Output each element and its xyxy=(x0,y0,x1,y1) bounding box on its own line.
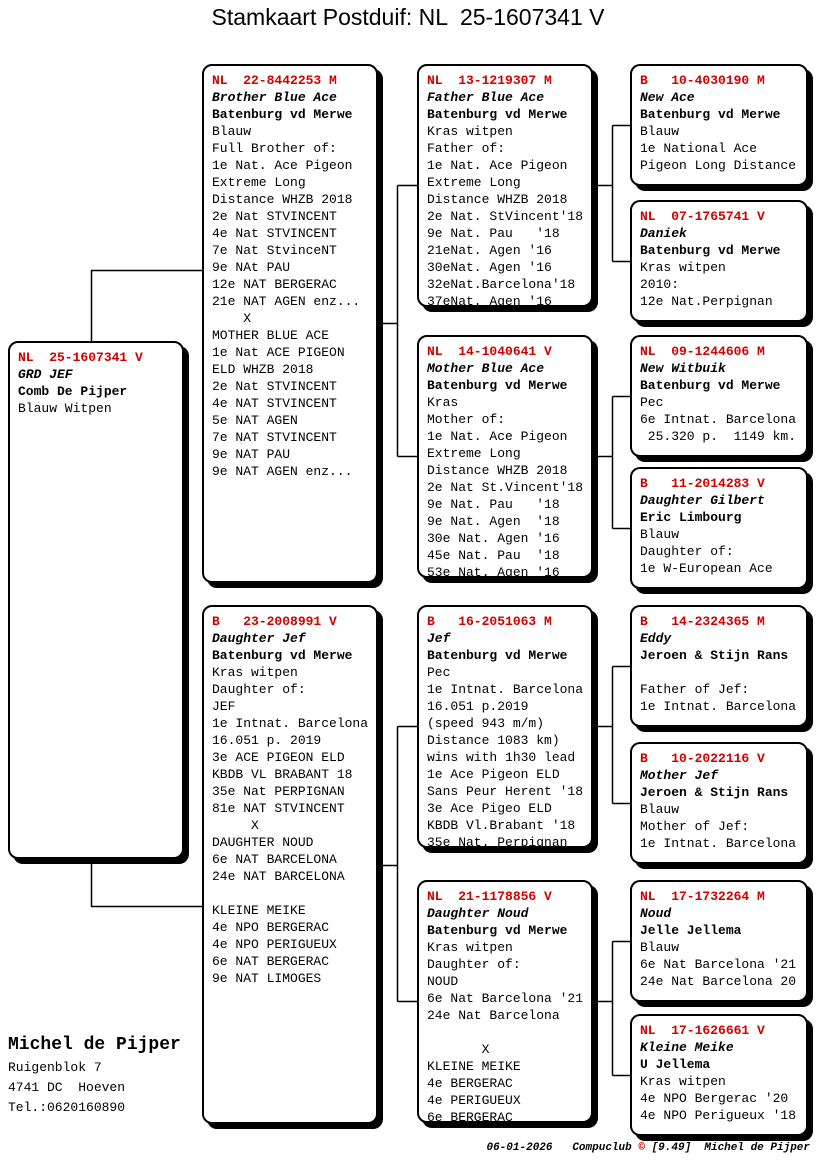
pedigree-line: 2e Nat St.Vincent'18 xyxy=(427,480,584,495)
pigeon-owner: Jelle Jellema xyxy=(640,923,742,938)
pedigree-line: 35e Nat PERPIGNAN xyxy=(212,784,345,799)
ring-number: NL 21-1178856 V xyxy=(427,889,552,904)
page-title: Stamkaart Postduif: NL 25-1607341 V xyxy=(211,4,605,30)
connector-gp2-to-ggp xyxy=(593,397,630,529)
pedigree-line: NOUD xyxy=(427,974,459,989)
pedigree-line: Blauw xyxy=(640,802,680,817)
pigeon-owner: Eric Limbourg xyxy=(640,510,742,525)
pedigree-line: 9e Nat. Pau '18 xyxy=(427,226,560,241)
pedigree-line: 1e Ace Pigeon ELD xyxy=(427,767,560,782)
pigeon-details xyxy=(640,1073,804,1124)
pedigree-box-subject xyxy=(8,341,184,859)
connector-father-to-grandparents xyxy=(378,186,417,457)
pedigree-line: 4e PERIGUEUX xyxy=(427,1093,521,1108)
pedigree-line: 4e NPO Bergerac '20 xyxy=(640,1091,789,1106)
pedigree-line: Extreme Long xyxy=(427,175,521,190)
ring-number: NL 25-1607341 V xyxy=(18,350,143,365)
pedigree-line: 2e Nat. StVincent'18 xyxy=(427,209,584,224)
footer xyxy=(486,1142,810,1154)
pedigree-line: Daughter of: xyxy=(640,544,734,559)
pedigree-line: 81e NAT STVINCENT xyxy=(212,801,345,816)
pedigree-line: 9e Nat. Pau '18 xyxy=(427,497,560,512)
pedigree-line: 1e Intnat. Barcelona xyxy=(640,836,797,851)
pedigree-line: 4e BERGERAC xyxy=(427,1076,513,1091)
pedigree-line: Kras xyxy=(427,395,459,410)
pedigree-line: 24e Nat Barcelona 20 xyxy=(640,974,797,989)
pedigree-line: 1e Nat. Ace Pigeon xyxy=(427,158,568,173)
pedigree-line: (speed 943 m/m) xyxy=(427,716,545,731)
pedigree-line: 1e W-European Ace xyxy=(640,561,773,576)
pigeon-name: Kleine Meike xyxy=(640,1040,734,1055)
pigeon-owner: Batenburg vd Merwe xyxy=(640,107,781,122)
pedigree-line: 1e Intnat. Barcelona xyxy=(212,716,369,731)
pigeon-details xyxy=(18,400,180,417)
pigeon-name: Mother Blue Ace xyxy=(427,361,545,376)
pedigree-line: 6e Nat Barcelona '21 xyxy=(427,991,584,1006)
pedigree-line: Pec xyxy=(427,665,451,680)
pedigree-line: Distance 1083 km) xyxy=(427,733,560,748)
pedigree-box-ggp6 xyxy=(630,742,808,864)
pedigree-line xyxy=(640,664,804,681)
footer-author: Michel de Pijper xyxy=(704,1142,810,1154)
pedigree-line: Blauw xyxy=(640,940,680,955)
ring-number: B 11-2014283 V xyxy=(640,476,765,491)
pedigree-line: 35e Nat. Perpignan xyxy=(427,835,568,850)
pedigree-line xyxy=(427,1024,589,1041)
ring-number: B 23-2008991 V xyxy=(212,614,337,629)
pedigree-line: Blauw Witpen xyxy=(18,401,112,416)
pedigree-line: 1e Nat. Ace Pigeon xyxy=(212,158,353,173)
pedigree-line: Blauw xyxy=(640,527,680,542)
pigeon-details xyxy=(427,664,589,851)
connector-gp3-to-ggp xyxy=(593,667,630,804)
pedigree-line: 6e BERGERAC xyxy=(427,1110,513,1125)
pedigree-line: 2e Nat STVINCENT xyxy=(212,209,337,224)
pigeon-name: Mother Jef xyxy=(640,768,719,783)
pedigree-line: 5e NAT AGEN xyxy=(212,413,298,428)
pedigree-box-ggp5 xyxy=(630,605,808,727)
pedigree-line: Daughter of: xyxy=(427,957,521,972)
pigeon-details xyxy=(640,394,804,445)
pedigree-line: 1e Intnat. Barcelona xyxy=(640,699,797,714)
ring-number: B 10-4030190 M xyxy=(640,73,765,88)
pedigree-box-ggp8 xyxy=(630,1014,808,1136)
pedigree-line: 21e NAT AGEN enz... xyxy=(212,294,361,309)
pedigree-line: 9e NAT PAU xyxy=(212,447,291,462)
pedigree-line: Pigeon Long Distance xyxy=(640,158,797,173)
pigeon-details xyxy=(640,526,804,577)
pedigree-line: JEF xyxy=(212,699,236,714)
connector-gp4-to-ggp xyxy=(593,942,630,1076)
pigeon-details xyxy=(212,664,374,987)
pigeon-owner: Batenburg vd Merwe xyxy=(427,923,568,938)
pigeon-details xyxy=(427,394,589,581)
pigeon-owner: U Jellema xyxy=(640,1057,711,1072)
pedigree-line: DAUGHTER NOUD xyxy=(212,835,314,850)
pedigree-line: Pec xyxy=(640,395,664,410)
pedigree-line: ELD WHZB 2018 xyxy=(212,362,314,377)
ring-number: B 10-2022116 V xyxy=(640,751,765,766)
pigeon-details xyxy=(212,123,374,480)
ring-number: NL 13-1219307 M xyxy=(427,73,552,88)
pedigree-line: Sans Peur Herent '18 xyxy=(427,784,584,799)
fancier-name: Michel de Pijper xyxy=(8,1035,181,1055)
pedigree-line: 1e Intnat. Barcelona xyxy=(427,682,584,697)
pedigree-box-mothers-mother xyxy=(417,880,593,1123)
pedigree-line: Kras witpen xyxy=(640,260,726,275)
pedigree-line: Kras witpen xyxy=(640,1074,726,1089)
pedigree-line: X xyxy=(212,311,252,326)
pedigree-line: 12e Nat.Perpignan xyxy=(640,294,773,309)
pedigree-line xyxy=(212,885,374,902)
pedigree-line: 9e NAt PAU xyxy=(212,260,291,275)
ring-number: NL 17-1626661 V xyxy=(640,1023,765,1038)
pedigree-line: Distance WHZB 2018 xyxy=(427,192,568,207)
pigeon-name: GRD JEF xyxy=(18,367,73,382)
pedigree-line: 9e Nat. Agen '18 xyxy=(427,514,560,529)
ring-number: B 14-2324365 M xyxy=(640,614,765,629)
pedigree-line: 7e NAT STVINCENT xyxy=(212,430,337,445)
pedigree-line: Father of: xyxy=(427,141,506,156)
pedigree-box-ggp2 xyxy=(630,200,808,322)
pedigree-line: 4e NPO Perigueux '18 xyxy=(640,1108,797,1123)
pedigree-line: Kras witpen xyxy=(427,124,513,139)
pedigree-line: 21eNat. Agen '16 xyxy=(427,243,552,258)
pedigree-line: Distance WHZB 2018 xyxy=(427,463,568,478)
pedigree-line: 37eNat. Agen '16 xyxy=(427,294,552,309)
pedigree-box-fathers-mother xyxy=(417,335,593,578)
pedigree-line: 16.051 p. 2019 xyxy=(212,733,322,748)
pigeon-owner: Jeroen & Stijn Rans xyxy=(640,785,789,800)
pigeon-owner: Batenburg vd Merwe xyxy=(427,107,568,122)
pedigree-line: 4e NAT STVINCENT xyxy=(212,396,337,411)
pedigree-line: 1e Nat ACE PIGEON xyxy=(212,345,345,360)
pigeon-name: New Ace xyxy=(640,90,695,105)
pedigree-box-ggp1 xyxy=(630,64,808,186)
pedigree-line: KLEINE MEIKE xyxy=(212,903,306,918)
footer-date: 06-01-2026 xyxy=(486,1142,553,1154)
pedigree-box-ggp7 xyxy=(630,880,808,1002)
copyright-icon: © xyxy=(638,1142,645,1154)
pigeon-name: New Witbuik xyxy=(640,361,726,376)
pigeon-details xyxy=(640,259,804,310)
pigeon-name: Daniek xyxy=(640,226,687,241)
pedigree-line: Father of Jef: xyxy=(640,682,750,697)
pigeon-details xyxy=(427,123,589,310)
pigeon-name: Brother Blue Ace xyxy=(212,90,337,105)
ring-number: NL 14-1040641 V xyxy=(427,344,552,359)
pedigree-line: 24e NAT BARCELONA xyxy=(212,869,345,884)
pedigree-line: MOTHER BLUE ACE xyxy=(212,328,330,343)
pedigree-line: Blauw xyxy=(212,124,252,139)
pigeon-name: Daughter Noud xyxy=(427,906,529,921)
pigeon-details xyxy=(640,123,804,174)
pedigree-line: 12e NAT BERGERAC xyxy=(212,277,337,292)
pedigree-line: 1e Nat. Ace Pigeon xyxy=(427,429,568,444)
pigeon-owner: Batenburg vd Merwe xyxy=(640,378,781,393)
pedigree-line: 6e NAT BARCELONA xyxy=(212,852,337,867)
pedigree-line: 6e Intnat. Barcelona xyxy=(640,412,797,427)
ring-number: NL 09-1244606 M xyxy=(640,344,765,359)
pedigree-line: 45e Nat. Pau '18 xyxy=(427,548,560,563)
pigeon-name: Noud xyxy=(640,906,672,921)
connector-gp1-to-ggp xyxy=(593,126,630,262)
ring-number: B 16-2051063 M xyxy=(427,614,552,629)
ring-number: NL 07-1765741 V xyxy=(640,209,765,224)
pigeon-details xyxy=(640,664,804,715)
pedigree-line: 25.320 p. 1149 km. xyxy=(640,429,797,444)
pedigree-line: 30eNat. Agen '16 xyxy=(427,260,552,275)
pigeon-owner: Batenburg vd Merwe xyxy=(212,648,353,663)
pedigree-line: Extreme Long xyxy=(212,175,306,190)
pedigree-line: X xyxy=(212,818,259,833)
pedigree-line: Kras witpen xyxy=(212,665,298,680)
pedigree-line: 6e Nat Barcelona '21 xyxy=(640,957,797,972)
pigeon-name: Jef xyxy=(427,631,451,646)
pigeon-details xyxy=(427,939,589,1126)
pedigree-line: 3e ACE PIGEON ELD xyxy=(212,750,345,765)
pedigree-line: 4e NPO BERGERAC xyxy=(212,920,330,935)
pedigree-line: Blauw xyxy=(640,124,680,139)
pedigree-line: Mother of Jef: xyxy=(640,819,750,834)
pedigree-line: KBDB Vl.Brabant '18 xyxy=(427,818,576,833)
pedigree-line: KLEINE MEIKE xyxy=(427,1059,521,1074)
pigeon-owner: Batenburg vd Merwe xyxy=(427,648,568,663)
pedigree-line: Kras witpen xyxy=(427,940,513,955)
pedigree-line: Mother of: xyxy=(427,412,506,427)
fancier-city: 4741 DC Hoeven xyxy=(8,1080,126,1095)
pedigree-line: 30e Nat. Agen '16 xyxy=(427,531,560,546)
pedigree-line: Daughter of: xyxy=(212,682,306,697)
pedigree-line: wins with 1h30 lead xyxy=(427,750,576,765)
pedigree-line: X xyxy=(427,1042,490,1057)
pedigree-line: KBDB VL BRABANT 18 xyxy=(212,767,353,782)
pedigree-line: 4e NPO PERIGUEUX xyxy=(212,937,337,952)
fancier-address-block xyxy=(8,1032,181,1118)
pigeon-details xyxy=(640,939,804,990)
pedigree-box-ggp3 xyxy=(630,335,808,457)
pigeon-name: Eddy xyxy=(640,631,672,646)
pedigree-box-fathers-father xyxy=(417,64,593,307)
ring-number: NL 22-8442253 M xyxy=(212,73,337,88)
pedigree-line: 7e Nat StvinceNT xyxy=(212,243,337,258)
pedigree-box-ggp4 xyxy=(630,467,808,589)
ring-number: NL 17-1732264 M xyxy=(640,889,765,904)
pedigree-box-mother xyxy=(202,605,378,1124)
pedigree-line: 9e NAT AGEN enz... xyxy=(212,464,353,479)
pedigree-line: 2e Nat STVINCENT xyxy=(212,379,337,394)
pedigree-line: 32eNat.Barcelona'18 xyxy=(427,277,576,292)
pigeon-details xyxy=(640,801,804,852)
fancier-street: Ruigenblok 7 xyxy=(8,1060,102,1075)
pedigree-line: Full Brother of: xyxy=(212,141,337,156)
connector-mother-to-grandparents xyxy=(378,727,417,1002)
pedigree-line: 53e Nat. Agen '16 xyxy=(427,565,560,580)
pedigree-line: 9e NAT LIMOGES xyxy=(212,971,322,986)
pigeon-name: Father Blue Ace xyxy=(427,90,545,105)
pedigree-line: 2010: xyxy=(640,277,680,292)
pigeon-owner: Batenburg vd Merwe xyxy=(212,107,353,122)
pedigree-line: 6e NAT BERGERAC xyxy=(212,954,330,969)
pigeon-name: Daughter Gilbert xyxy=(640,493,765,508)
pedigree-box-father xyxy=(202,64,378,583)
pedigree-box-mothers-father xyxy=(417,605,593,848)
pigeon-name: Daughter Jef xyxy=(212,631,306,646)
pigeon-owner: Batenburg vd Merwe xyxy=(640,243,781,258)
pigeon-owner: Batenburg vd Merwe xyxy=(427,378,568,393)
pedigree-line: 3e Ace Pigeo ELD xyxy=(427,801,552,816)
pedigree-line: 16.051 p.2019 xyxy=(427,699,529,714)
pedigree-line: Extreme Long xyxy=(427,446,521,461)
pedigree-line: Distance WHZB 2018 xyxy=(212,192,353,207)
pedigree-line: 4e Nat STVINCENT xyxy=(212,226,337,241)
footer-program: Compuclub xyxy=(572,1142,632,1154)
pigeon-owner: Jeroen & Stijn Rans xyxy=(640,648,789,663)
fancier-phone: Tel.:0620160890 xyxy=(8,1100,126,1115)
footer-version: [9.49] xyxy=(651,1142,692,1154)
pigeon-owner: Comb De Pijper xyxy=(18,384,128,399)
pedigree-line: 24e Nat Barcelona xyxy=(427,1008,560,1023)
pedigree-line: 1e National Ace xyxy=(640,141,758,156)
